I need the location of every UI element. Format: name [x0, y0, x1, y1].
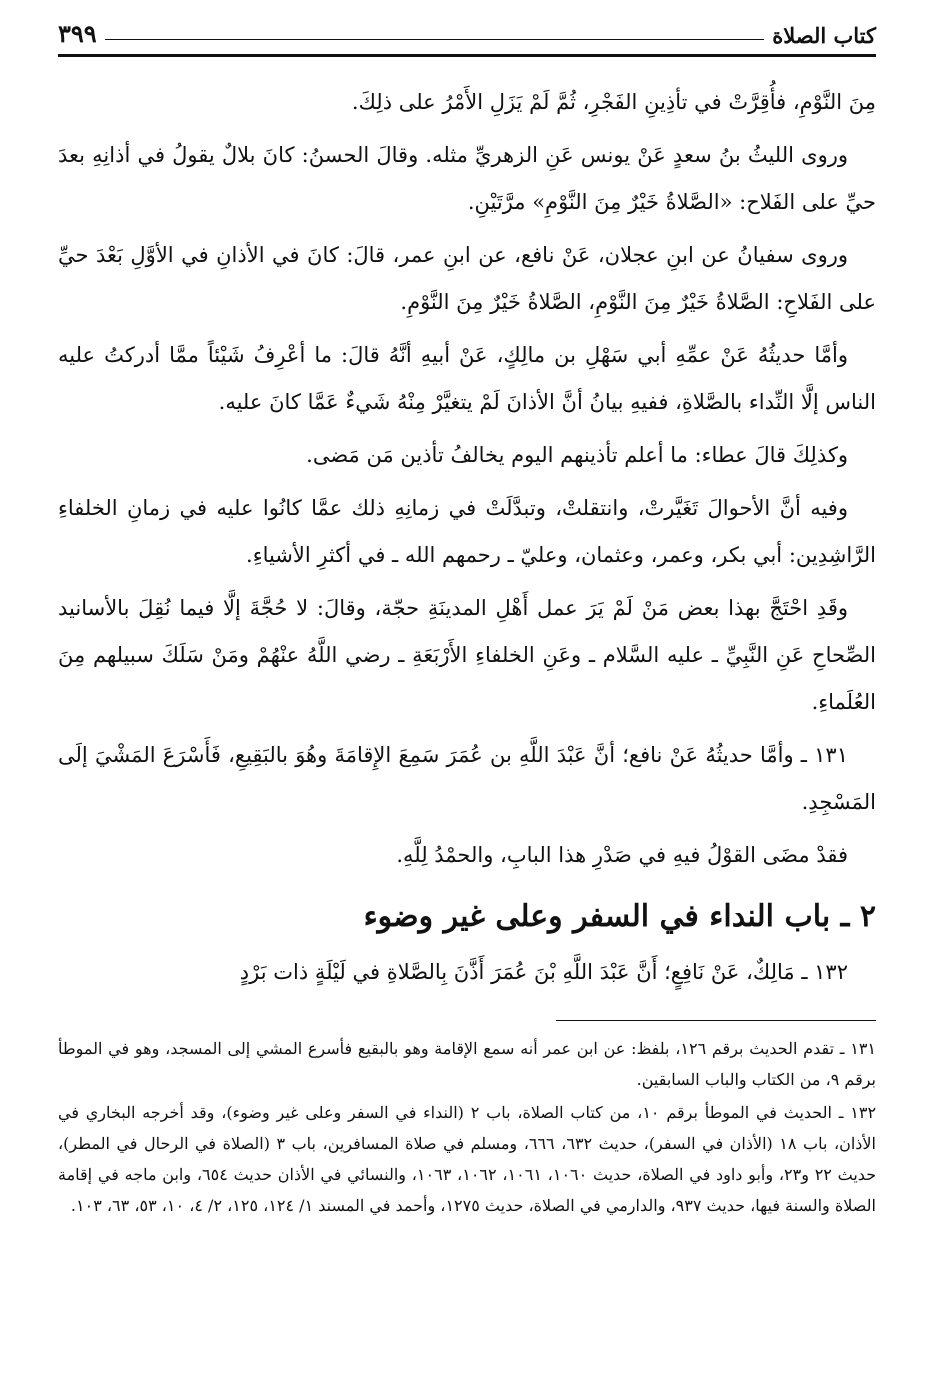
hadith-paragraph: ١٣٢ ـ مَالِكٌ، عَنْ نَافِعٍ؛ أَنَّ عَبْدَ اللَّهِ بْنَ عُمَرَ أَذَّنَ بِالصَّلاةِ في لَيْلَةٍ ذات بَرْدٍ: [239, 960, 848, 984]
book-title: كتاب الصلاة: [772, 23, 876, 48]
paragraph: فقدْ مضَى القوْلُ فيهِ في صَدْرِ هذا البابِ، والحمْدُ لِلَّهِ.: [396, 843, 848, 867]
paragraph: وروى الليثُ بنُ سعدٍ عَنْ يونس عَنِ الزهريِّ مثله. وقالَ الحسنُ: كانَ بلالٌ يقولُ في أذانِهِ بعدَ حيِّ على الفَلاح: «الصَّلاةُ خَيْرٌ مِنَ النَّوْمِ» مرَّتَيْنِ.: [58, 143, 876, 214]
book-page: [58, 18, 876, 1223]
footnote: ١٣١ ـ تقدم الحديث برقم ١٢٦، بلفظ: عن ابن عمر أنه سمع الإقامة وهو بالبقيع فأسرع المشي إلى المسجد، وهو في الموطأ برقم ٩، من الكتاب والباب السابقين.: [58, 1039, 876, 1089]
header-rule: [105, 39, 765, 40]
running-header: [58, 18, 876, 57]
paragraph: وأمَّا حديثُهُ عَنْ عمِّهِ أبي سَهْلِ بن مالِكٍ، عَنْ أبيهِ أنَّهُ قالَ: ما أعْرِفُ شَيْئاً ممَّا أدركتُ عليه الناس إلَّا النِّداء بالصَّلاةِ، ففيهِ بيانُ أنَّ الأذانَ لَمْ يتغيَّرْ مِنْهُ شَيءٌ عَمَّا كانَ عليه.: [58, 343, 876, 414]
footnote: ١٣٢ ـ الحديث في الموطأ برقم ١٠، من كتاب الصلاة، باب ٢ (النداء في السفر وعلى غير وضوء)، وقد أخرجه البخاري في الأذان، باب ١٨ (الأذان في السفر)، حديث ٦٣٢، ٦٦٦، ومسلم في صلاة المسافرين، باب ٣ (الصلاة في الرحال في المطر)، حديث ٢٢ و٢٣، وأبو داود في الصلاة، حديث ١٠٦٠، ١٠٦١، ١٠٦٢، ١٠٦٣، والنسائي في الأذان حديث ٦٥٤، وابن ماجه في إقامة الصلاة والسنة فيها، حديث ٩٣٧، والدارمي في الصلاة، حديث ١٢٧٥، وأحمد في المسند ١/ ١٢٤، ١٢٥، ٢/ ٤، ١٠، ٥٣، ٦٣، ١٠٣.: [58, 1103, 877, 1215]
hadith-paragraph: ١٣١ ـ وأمَّا حديثُهُ عَنْ نافع؛ أنَّ عَبْدَ اللَّهِ بن عُمَرَ سَمِعَ الإِقامَةَ وهُوَ بالبَقِيعِ، فَأَسْرَعَ المَشْيَ إلَى المَسْجِدِ.: [58, 743, 876, 814]
page-number: ٣٩٩: [58, 19, 97, 48]
paragraph: وفيه أنَّ الأحوالَ تَغَيَّرتْ، وانتقلتْ، وتبدَّلَتْ في زمانِهِ ذلك عمَّا كانُوا عليه في زمانِ الخلفاءِ الرَّاشِدِين: أبي بكر، وعمر، وعثمان، وعليّ ـ رحمهم الله ـ في أكثرِ الأشياءِ.: [58, 496, 876, 567]
paragraph: وروى سفيانُ عن ابنِ عجلان، عَنْ نافع، عن ابنِ عمر، قالَ: كانَ في الأذانِ في الأوَّلِ بَعْدَ حيِّ على الفَلاحِ: الصَّلاةُ خَيْرٌ مِنَ النَّوْمِ، الصَّلاةُ خَيْرٌ مِنَ النَّوْمِ.: [58, 243, 876, 314]
paragraph: مِنَ النَّوْمِ، فأُقِرَّتْ في تأذِينِ الفَجْرِ، ثُمَّ لَمْ يَزَلِ الأَمْرُ على ذلِكَ.: [351, 90, 876, 114]
footnote-separator: [556, 1020, 876, 1021]
footnotes: [58, 1033, 876, 1221]
main-text: [58, 79, 876, 996]
paragraph: وكذلِكَ قالَ عطاء: ما أعلم تأذينهم اليوم يخالفُ تأذين مَن مَضى.: [306, 443, 848, 467]
paragraph: وقَدِ احْتَجَّ بهذا بعض مَنْ لَمْ يَرَ عمل أَهْلِ المدينَةِ حجّة، وقالَ: لا حُجَّةَ إلَّا فيما نُقِلَ بالأسانيد الصِّحاحِ عَنِ النَّبِيِّ ـ عليه السَّلام ـ وعَنِ الخلفاءِ الأَرْبَعَةِ ـ رضي اللَّهُ عنْهُمْ ومَنْ سَلَكَ سبيلهم مِنَ العُلَماءِ.: [58, 596, 876, 714]
chapter-heading: ٢ ـ باب النداء في السفر وعلى غير وضوء: [363, 899, 876, 934]
